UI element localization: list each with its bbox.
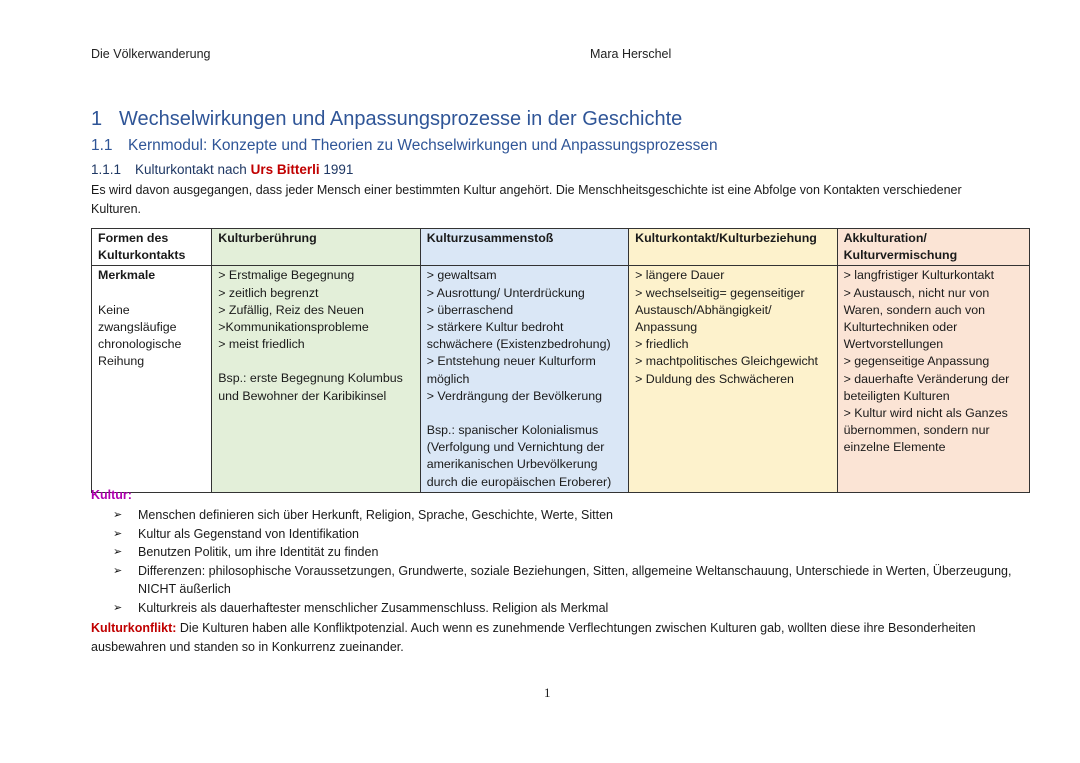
cell-line: > Entstehung neuer Kulturform möglich [426,354,596,386]
list-item-text: Differenzen: philosophische Voraussetzungen, Grundwerte, soziale Beziehungen, Sitten, allgemeine Weltanschauung, Unterschiede in Werten, Überzeugung, NICHT äußerlich [138,563,1012,596]
cell-line: > Kultur wird nicht als Ganzes übernommen, sondern nur einzelne Elemente [843,406,1008,455]
kulturkontakt-table [91,228,1030,493]
cell-line: > Zufällig, Reiz des Neuen [218,302,364,317]
heading-2-text: Kernmodul: Konzepte und Theorien zu Wechselwirkungen und Anpassungsprozessen [128,137,718,154]
table-header-cell: Kulturkontakt/Kulturbeziehung [629,229,837,266]
cell-example: Bsp.: erste Begegnung Kolumbus und Bewohner der Karibikinsel [218,371,403,403]
cell-line: > machtpolitisches Gleichgewicht [635,354,818,369]
heading-1-text: Wechselwirkungen und Anpassungsprozesse in der Geschichte [119,108,683,130]
page-number: 1 [544,685,551,700]
heading-2-number: 1.1 [91,137,113,154]
list-item-text: Benutzen Politik, um ihre Identität zu finden [138,545,379,559]
heading-1-number: 1 [91,108,103,130]
cell-line: > wechselseitig= gegenseitiger Austausch/Abhängigkeit/ Anpassung [635,285,805,335]
cell-line: > überraschend [426,302,514,317]
arrow-bullet-icon: ➢ [113,564,123,577]
list-item [113,599,1013,618]
kulturkonflikt-paragraph [91,619,1021,657]
table-header-cell: Kulturberührung [212,229,420,266]
arrow-bullet-icon: ➢ [113,546,123,558]
table-cell-merkmale [92,266,212,492]
heading-3-prefix: Kulturkontakt nach [135,162,251,177]
heading-1 [91,108,682,131]
table-header-cell: Kulturzusammenstoß [420,229,628,266]
kultur-label: Kultur: [91,488,132,502]
kultur-bullet-list [113,506,1013,617]
header-left: Die Völkerwanderung [91,47,211,61]
arrow-bullet-icon: ➢ [113,527,123,540]
arrow-bullet-icon: ➢ [113,509,123,521]
list-item-text: Kultur als Gegenstand von Identifikation [138,526,359,541]
kulturkonflikt-text: Die Kulturen haben alle Konfliktpotenzial. Auch wenn es zunehmende Verflechtungen zwischen Kulturen gab, wollten diese ihre Besonderheiten ausbewahren und standen so in Konkurrenz zueinander. [91,621,976,654]
cell-line: > dauerhafte Veränderung der beteiligten Kulturen [843,371,1010,403]
cell-example: Bsp.: spanischer Kolonialismus (Verfolgung und Vernichtung der amerikanischen Urbevölkerung durch die europäischen Eroberer) [426,423,612,489]
heading-3-number: 1.1.1 [91,162,122,177]
merkmale-label: Merkmale [98,268,156,283]
cell-line: > längere Dauer [635,268,725,283]
table-cell-kulturberuehrung [212,266,420,492]
cell-line: > Ausrottung/ Unterdrückung [426,285,585,300]
table-cell-kulturzusammenstoss [420,266,628,492]
table-header-cell: Formen des Kulturkontakts [92,229,212,266]
table-row [92,266,1030,492]
arrow-bullet-icon: ➢ [113,601,123,614]
cell-line: > langfristiger Kulturkontakt [843,268,995,283]
cell-line: >Kommunikationsprobleme [218,320,369,335]
heading-3 [91,162,353,177]
list-item [113,543,1013,562]
author-name: Urs Bitterli [250,162,320,177]
cell-line: > gegenseitige Anpassung [843,354,990,369]
heading-2 [91,137,718,155]
cell-line: > stärkere Kultur bedroht schwächere (Existenzbedrohung) [426,320,611,352]
cell-line: > Austausch, nicht nur von Waren, sondern auch von Kulturtechniken oder Wertvorstellungen [843,285,990,352]
header-right: Mara Herschel [590,47,672,61]
cell-line: > friedlich [635,337,689,352]
list-item-text: Menschen definieren sich über Herkunft, Religion, Sprache, Geschichte, Werte, Sitten [138,508,614,522]
cell-line: > Duldung des Schwächeren [635,371,794,386]
cell-line: > gewaltsam [426,268,497,283]
cell-line: > Verdrängung der Bevölkerung [426,388,603,403]
table-header-cell: Akkulturation/ Kulturvermischung [837,229,1029,266]
kulturkonflikt-label: Kulturkonflikt: [91,621,177,635]
table-cell-kulturbeziehung [629,266,837,492]
merkmale-note: Keine zwangsläufige chronologische Reihung [98,302,182,369]
list-item [113,525,1013,544]
cell-line: > Erstmalige Begegnung [218,268,355,283]
table-header-row [92,229,1030,266]
list-item [113,562,1013,599]
cell-line: > zeitlich begrenzt [218,285,319,300]
intro-paragraph: Es wird davon ausgegangen, dass jeder Mensch einer bestimmten Kultur angehört. Die Menschheitsgeschichte ist eine Abfolge von Kontakten verschiedener Kulturen. [91,183,962,216]
table-cell-akkulturation [837,266,1029,492]
heading-3-year: 1991 [319,162,354,177]
list-item-text: Kulturkreis als dauerhaftester menschlicher Zusammenschluss. Religion als Merkmal [138,600,609,615]
cell-line: > meist friedlich [218,337,305,352]
list-item [113,506,1013,525]
